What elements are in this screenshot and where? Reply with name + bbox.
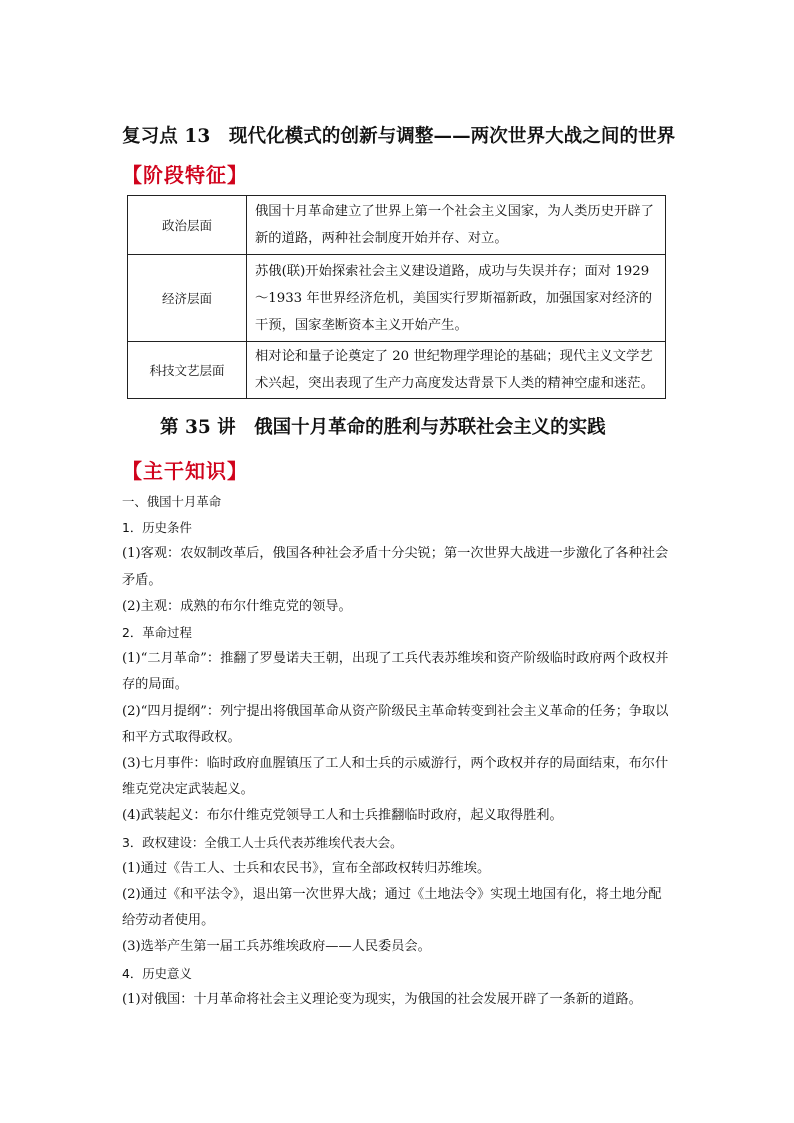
row-label-economy: 经济层面	[128, 255, 247, 342]
paragraph: (3)七月事件：临时政府血腥镇压了工人和士兵的示威游行，两个政权并存的局面结束，布尔什维克党决定武装起义。	[122, 756, 669, 798]
lecture-title: 第 35 讲 俄国十月革命的胜利与苏联社会主义的实践	[160, 417, 606, 438]
stage-features-table	[127, 195, 666, 399]
section-heading: 一、俄国十月革命	[122, 494, 222, 509]
paragraph: (1)“二月革命”：推翻了罗曼诺夫王朝，出现了工兵代表苏维埃和资产阶级临时政府两个政权并存的局面。	[122, 651, 669, 693]
review-point-title: 复习点 13 现代化模式的创新与调整——两次世界大战之间的世界	[122, 126, 676, 147]
paragraph: (2)通过《和平法令》，退出第一次世界大战；通过《土地法令》实现土地国有化，将土地分配给劳动者使用。	[122, 887, 662, 929]
paragraph: (1)客观：农奴制改革后，俄国各种社会矛盾十分尖锐；第一次世界大战进一步激化了各种社会矛盾。	[122, 546, 669, 588]
stage-features-heading: 【阶段特征】	[122, 163, 248, 187]
row-text-economy: 苏俄(联)开始探索社会主义建设道路，成功与失误并存；面对 1929～1933 年世界经济危机，美国实行罗斯福新政，加强国家对经济的干预，国家垄断资本主义开始产生。	[247, 255, 666, 342]
paragraph: (2)主观：成熟的布尔什维克党的领导。	[122, 598, 352, 614]
paragraph: (1)对俄国：十月革命将社会主义理论变为现实，为俄国的社会发展开辟了一条新的道路。	[122, 991, 642, 1007]
table-row	[128, 196, 666, 255]
subsection-heading: 1．历史条件	[122, 520, 192, 536]
row-text-politics: 俄国十月革命建立了世界上第一个社会主义国家，为人类历史开辟了新的道路，两种社会制度开始并存、对立。	[247, 196, 666, 255]
main-knowledge-body	[122, 489, 670, 1013]
paragraph: (1)通过《告工人、士兵和农民书》，宣布全部政权转归苏维埃。	[122, 860, 491, 876]
row-label-politics: 政治层面	[128, 196, 247, 255]
row-text-science-arts: 相对论和量子论奠定了 20 世纪物理学理论的基础；现代主义文学艺术兴起，突出表现了生产力高度发达背景下人类的精神空虚和迷茫。	[247, 342, 666, 399]
paragraph: (4)武装起义：布尔什维克党领导工人和士兵推翻临时政府，起义取得胜利。	[122, 808, 563, 824]
subsection-heading: 2．革命过程	[122, 625, 192, 641]
paragraph: (3)选举产生第一届工兵苏维埃政府——人民委员会。	[122, 939, 431, 955]
table-row	[128, 255, 666, 342]
subsection-heading: 3．政权建设：全俄工人士兵代表苏维埃代表大会。	[122, 834, 403, 850]
main-knowledge-heading: 【主干知识】	[122, 459, 248, 483]
paragraph: (2)“四月提纲”：列宁提出将俄国革命从资产阶级民主革命转变到社会主义革命的任务；争取以和平方式取得政权。	[122, 703, 669, 745]
row-label-science-arts: 科技文艺层面	[128, 342, 247, 399]
table-row	[128, 342, 666, 399]
subsection-heading: 4．历史意义	[122, 965, 192, 981]
